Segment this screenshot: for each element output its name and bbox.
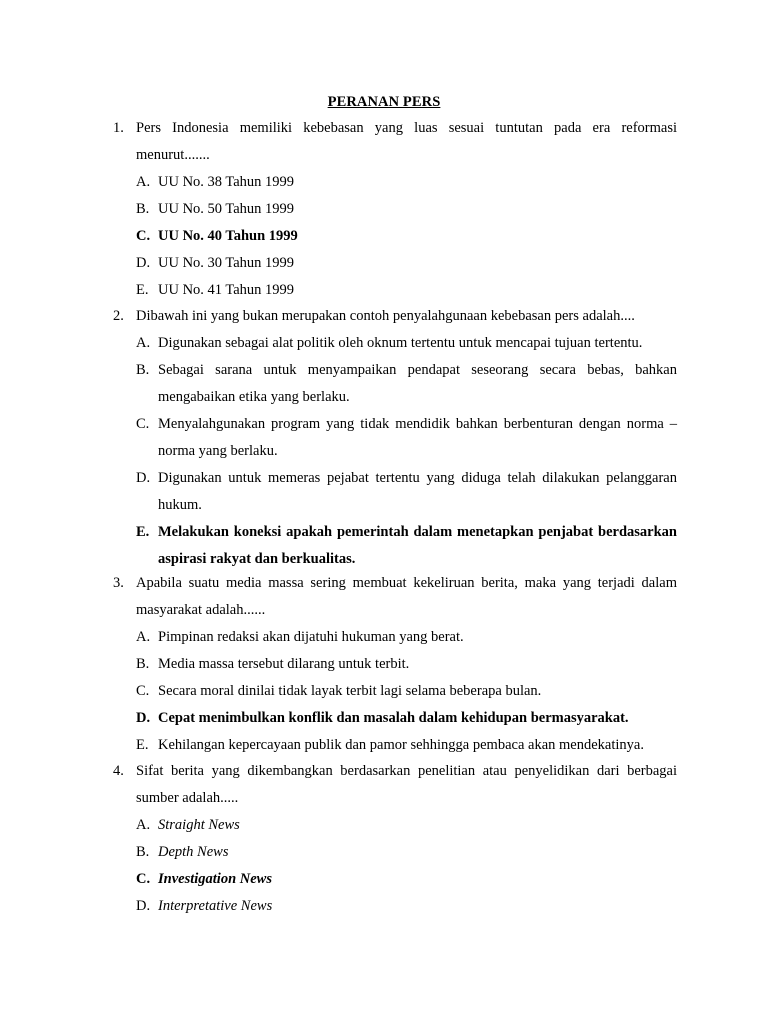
option-text: Pimpinan redaksi akan dijatuhi hukuman yang berat.	[158, 629, 464, 645]
option-text: UU No. 50 Tahun 1999	[158, 201, 295, 217]
option-text: UU No. 40 Tahun 1999	[158, 228, 298, 244]
option-d	[136, 250, 677, 277]
option-e-answer	[136, 519, 677, 573]
option-letter: E.	[136, 282, 149, 298]
option-c	[136, 411, 677, 465]
option-letter: A.	[136, 817, 151, 833]
option-list	[113, 812, 677, 920]
option-text: Kehilangan kepercayaan publik dan pamor sehhingga pembaca akan mendekatinya.	[158, 737, 644, 753]
option-text: Melakukan koneksi apakah pemerintah dalam menetapkan penjabat berdasarkan aspirasi rakyat dan berkualitas.	[158, 524, 677, 567]
option-letter: D.	[136, 255, 151, 271]
question-4	[113, 758, 677, 920]
option-a	[136, 624, 677, 651]
option-text: UU No. 41 Tahun 1999	[158, 282, 295, 298]
option-text: Menyalahgunakan program yang tidak mendidik bahkan berbenturan dengan norma – norma yang berlaku.	[158, 416, 677, 459]
question-number: 3.	[113, 575, 124, 591]
option-d	[136, 465, 677, 519]
option-letter: C.	[136, 683, 150, 699]
option-b	[136, 839, 677, 866]
document-title: PERANAN PERS	[327, 94, 441, 110]
option-c-answer	[136, 223, 677, 250]
question-number: 4.	[113, 763, 124, 779]
option-letter: A.	[136, 174, 151, 190]
option-e	[136, 277, 677, 304]
option-text: UU No. 30 Tahun 1999	[158, 255, 295, 271]
option-text: Secara moral dinilai tidak layak terbit lagi selama beberapa bulan.	[158, 683, 542, 699]
option-text: UU No. 38 Tahun 1999	[158, 174, 295, 190]
option-letter: C.	[136, 871, 151, 887]
option-b	[136, 196, 677, 223]
option-letter: C.	[136, 416, 150, 432]
option-text: Digunakan untuk memeras pejabat tertentu yang diduga telah dilakukan pelanggaran hukum.	[158, 470, 677, 513]
option-letter: D.	[136, 470, 151, 486]
option-list	[113, 330, 677, 573]
option-letter: B.	[136, 844, 150, 860]
option-e	[136, 732, 677, 759]
question-3	[113, 570, 677, 759]
option-letter: A.	[136, 335, 151, 351]
option-a	[136, 812, 677, 839]
option-text: Sebagai sarana untuk menyampaikan pendapat seseorang secara bebas, bahkan mengabaikan etika yang berlaku.	[158, 362, 677, 405]
option-list	[113, 169, 677, 304]
question-1	[113, 115, 677, 304]
option-a	[136, 169, 677, 196]
option-letter: D.	[136, 710, 151, 726]
option-letter: B.	[136, 656, 150, 672]
option-d-answer	[136, 705, 677, 732]
option-list	[113, 624, 677, 759]
option-letter: B.	[136, 362, 150, 378]
option-text: Media massa tersebut dilarang untuk terbit.	[158, 656, 410, 672]
option-text: Cepat menimbulkan konflik dan masalah dalam kehidupan bermasyarakat.	[158, 710, 629, 726]
option-letter: D.	[136, 898, 151, 914]
question-text: Apabila suatu media massa sering membuat kekeliruan berita, maka yang terjadi dalam masyarakat adalah......	[136, 575, 677, 618]
question-number: 1.	[113, 120, 124, 136]
option-text: Investigation News	[158, 871, 272, 887]
option-c-answer	[136, 866, 677, 893]
option-letter: E.	[136, 524, 150, 540]
option-a	[136, 330, 677, 357]
option-letter: E.	[136, 737, 149, 753]
option-text: Digunakan sebagai alat politik oleh oknum tertentu untuk mencapai tujuan tertentu.	[158, 335, 643, 351]
option-letter: C.	[136, 228, 151, 244]
option-d	[136, 893, 677, 920]
question-text: Pers Indonesia memiliki kebebasan yang luas sesuai tuntutan pada era reformasi menurut.......	[136, 120, 677, 163]
option-b	[136, 357, 677, 411]
option-c	[136, 678, 677, 705]
option-b	[136, 651, 677, 678]
option-text: Interpretative News	[158, 898, 273, 914]
option-text: Depth News	[158, 844, 229, 860]
question-number: 2.	[113, 308, 124, 324]
option-letter: A.	[136, 629, 151, 645]
option-letter: B.	[136, 201, 150, 217]
option-text: Straight News	[158, 817, 240, 833]
question-text: Sifat berita yang dikembangkan berdasarkan penelitian atau penyelidikan dari berbagai sumber adalah.....	[136, 763, 677, 806]
question-2	[113, 303, 677, 573]
question-text: Dibawah ini yang bukan merupakan contoh penyalahgunaan kebebasan pers adalah....	[136, 308, 635, 324]
